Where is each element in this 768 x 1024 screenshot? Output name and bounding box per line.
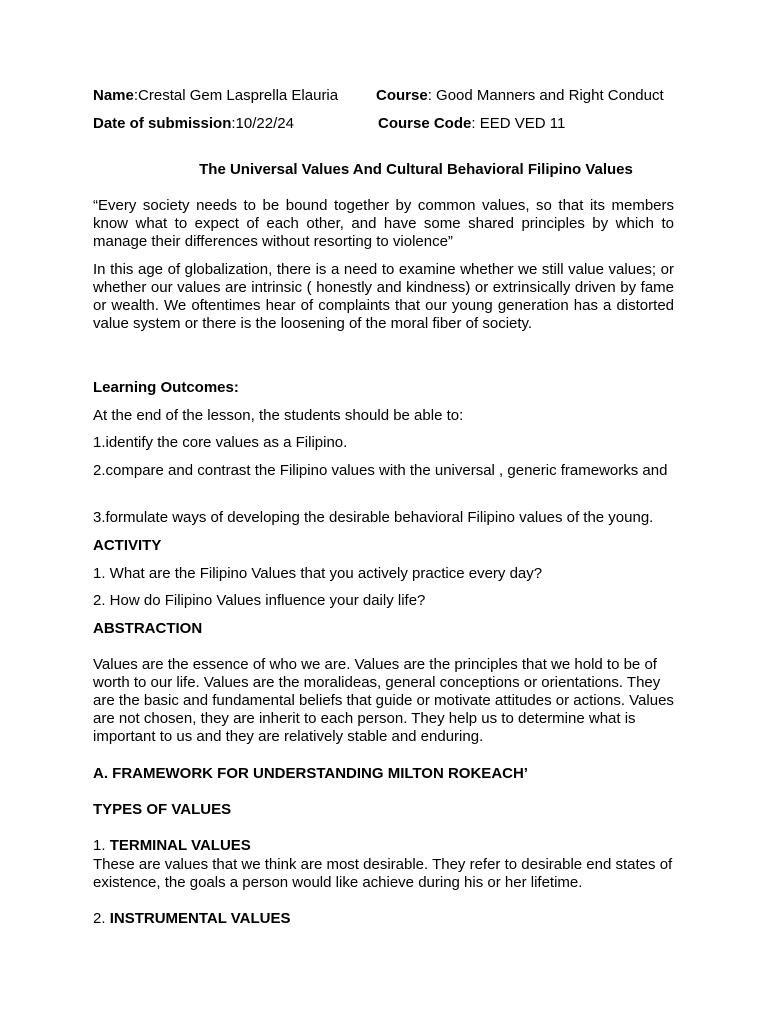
course-code-label: Course Code	[378, 115, 472, 132]
terminal-values-heading	[93, 837, 251, 854]
course-value: : Good Manners and Right Conduct	[427, 87, 664, 104]
instrumental-label: INSTRUMENTAL VALUES	[109, 910, 291, 927]
course-field	[376, 87, 664, 104]
abstraction-body: Values are the essence of who we are. Values are the principles that we hold to be of worth to our life. Values are the moralideas, general conceptions or orientations. They are the basic and fundamental beliefs that guide or motivate attitudes or actions. Values are not chosen, they are inherit to each person. They help us to determine what is important to us and they are relatively stable and enduring.	[93, 656, 674, 745]
name-label: Name	[93, 87, 134, 104]
learning-outcome-item: 1.identify the core values as a Filipino.	[93, 434, 348, 451]
instrumental-values-heading	[93, 910, 291, 927]
framework-heading: A. FRAMEWORK FOR UNDERSTANDING MILTON ROKEACH’	[93, 765, 528, 782]
opening-quote: “Every society needs to be bound together by common values, so that its members know what to expect of each other, and have some shared principles by which to manage their differences without resorting to violence”	[93, 197, 674, 250]
document-title: The Universal Values And Cultural Behavioral Filipino Values	[199, 161, 633, 178]
course-code-value: : EED VED 11	[471, 115, 566, 132]
document-page	[93, 0, 678, 1024]
terminal-values-body: These are values that we think are most desirable. They refer to desirable end states of existence, the goals a person would like achieve during his or her lifetime.	[93, 856, 673, 891]
header-row-name-course	[93, 87, 678, 107]
name-value: :Crestal Gem Lasprella Elauria	[133, 87, 339, 104]
terminal-label: TERMINAL VALUES	[109, 837, 251, 854]
activity-question: 2. How do Filipino Values influence your daily life?	[93, 592, 426, 609]
learning-outcomes-lead: At the end of the lesson, the students should be able to:	[93, 407, 464, 424]
terminal-number: 1.	[93, 837, 110, 854]
learning-outcome-item: 2.compare and contrast the Filipino values with the universal , generic frameworks and	[93, 462, 668, 479]
intro-paragraph: In this age of globalization, there is a need to examine whether we still value values; or whether our values are intrinsic ( honestly and kindness) or extrinsically driven by fame or wealth. We oftentimes hear of complaints that our young generation has a distorted value system or there is the loosening of the moral fiber of society.	[93, 261, 674, 332]
date-value: :10/22/24	[231, 115, 294, 132]
activity-question: 1. What are the Filipino Values that you actively practice every day?	[93, 565, 543, 582]
date-label: Date of submission	[93, 115, 232, 132]
course-code-field	[378, 115, 565, 132]
instrumental-number: 2.	[93, 910, 110, 927]
learning-outcome-item: 3.formulate ways of developing the desirable behavioral Filipino values of the young.	[93, 509, 654, 526]
abstraction-heading: ABSTRACTION	[93, 620, 203, 637]
header-row-date-code	[93, 115, 678, 135]
types-of-values-heading: TYPES OF VALUES	[93, 801, 232, 818]
course-label: Course	[376, 87, 428, 104]
learning-outcomes-heading: Learning Outcomes:	[93, 379, 239, 396]
activity-heading: ACTIVITY	[93, 537, 162, 554]
